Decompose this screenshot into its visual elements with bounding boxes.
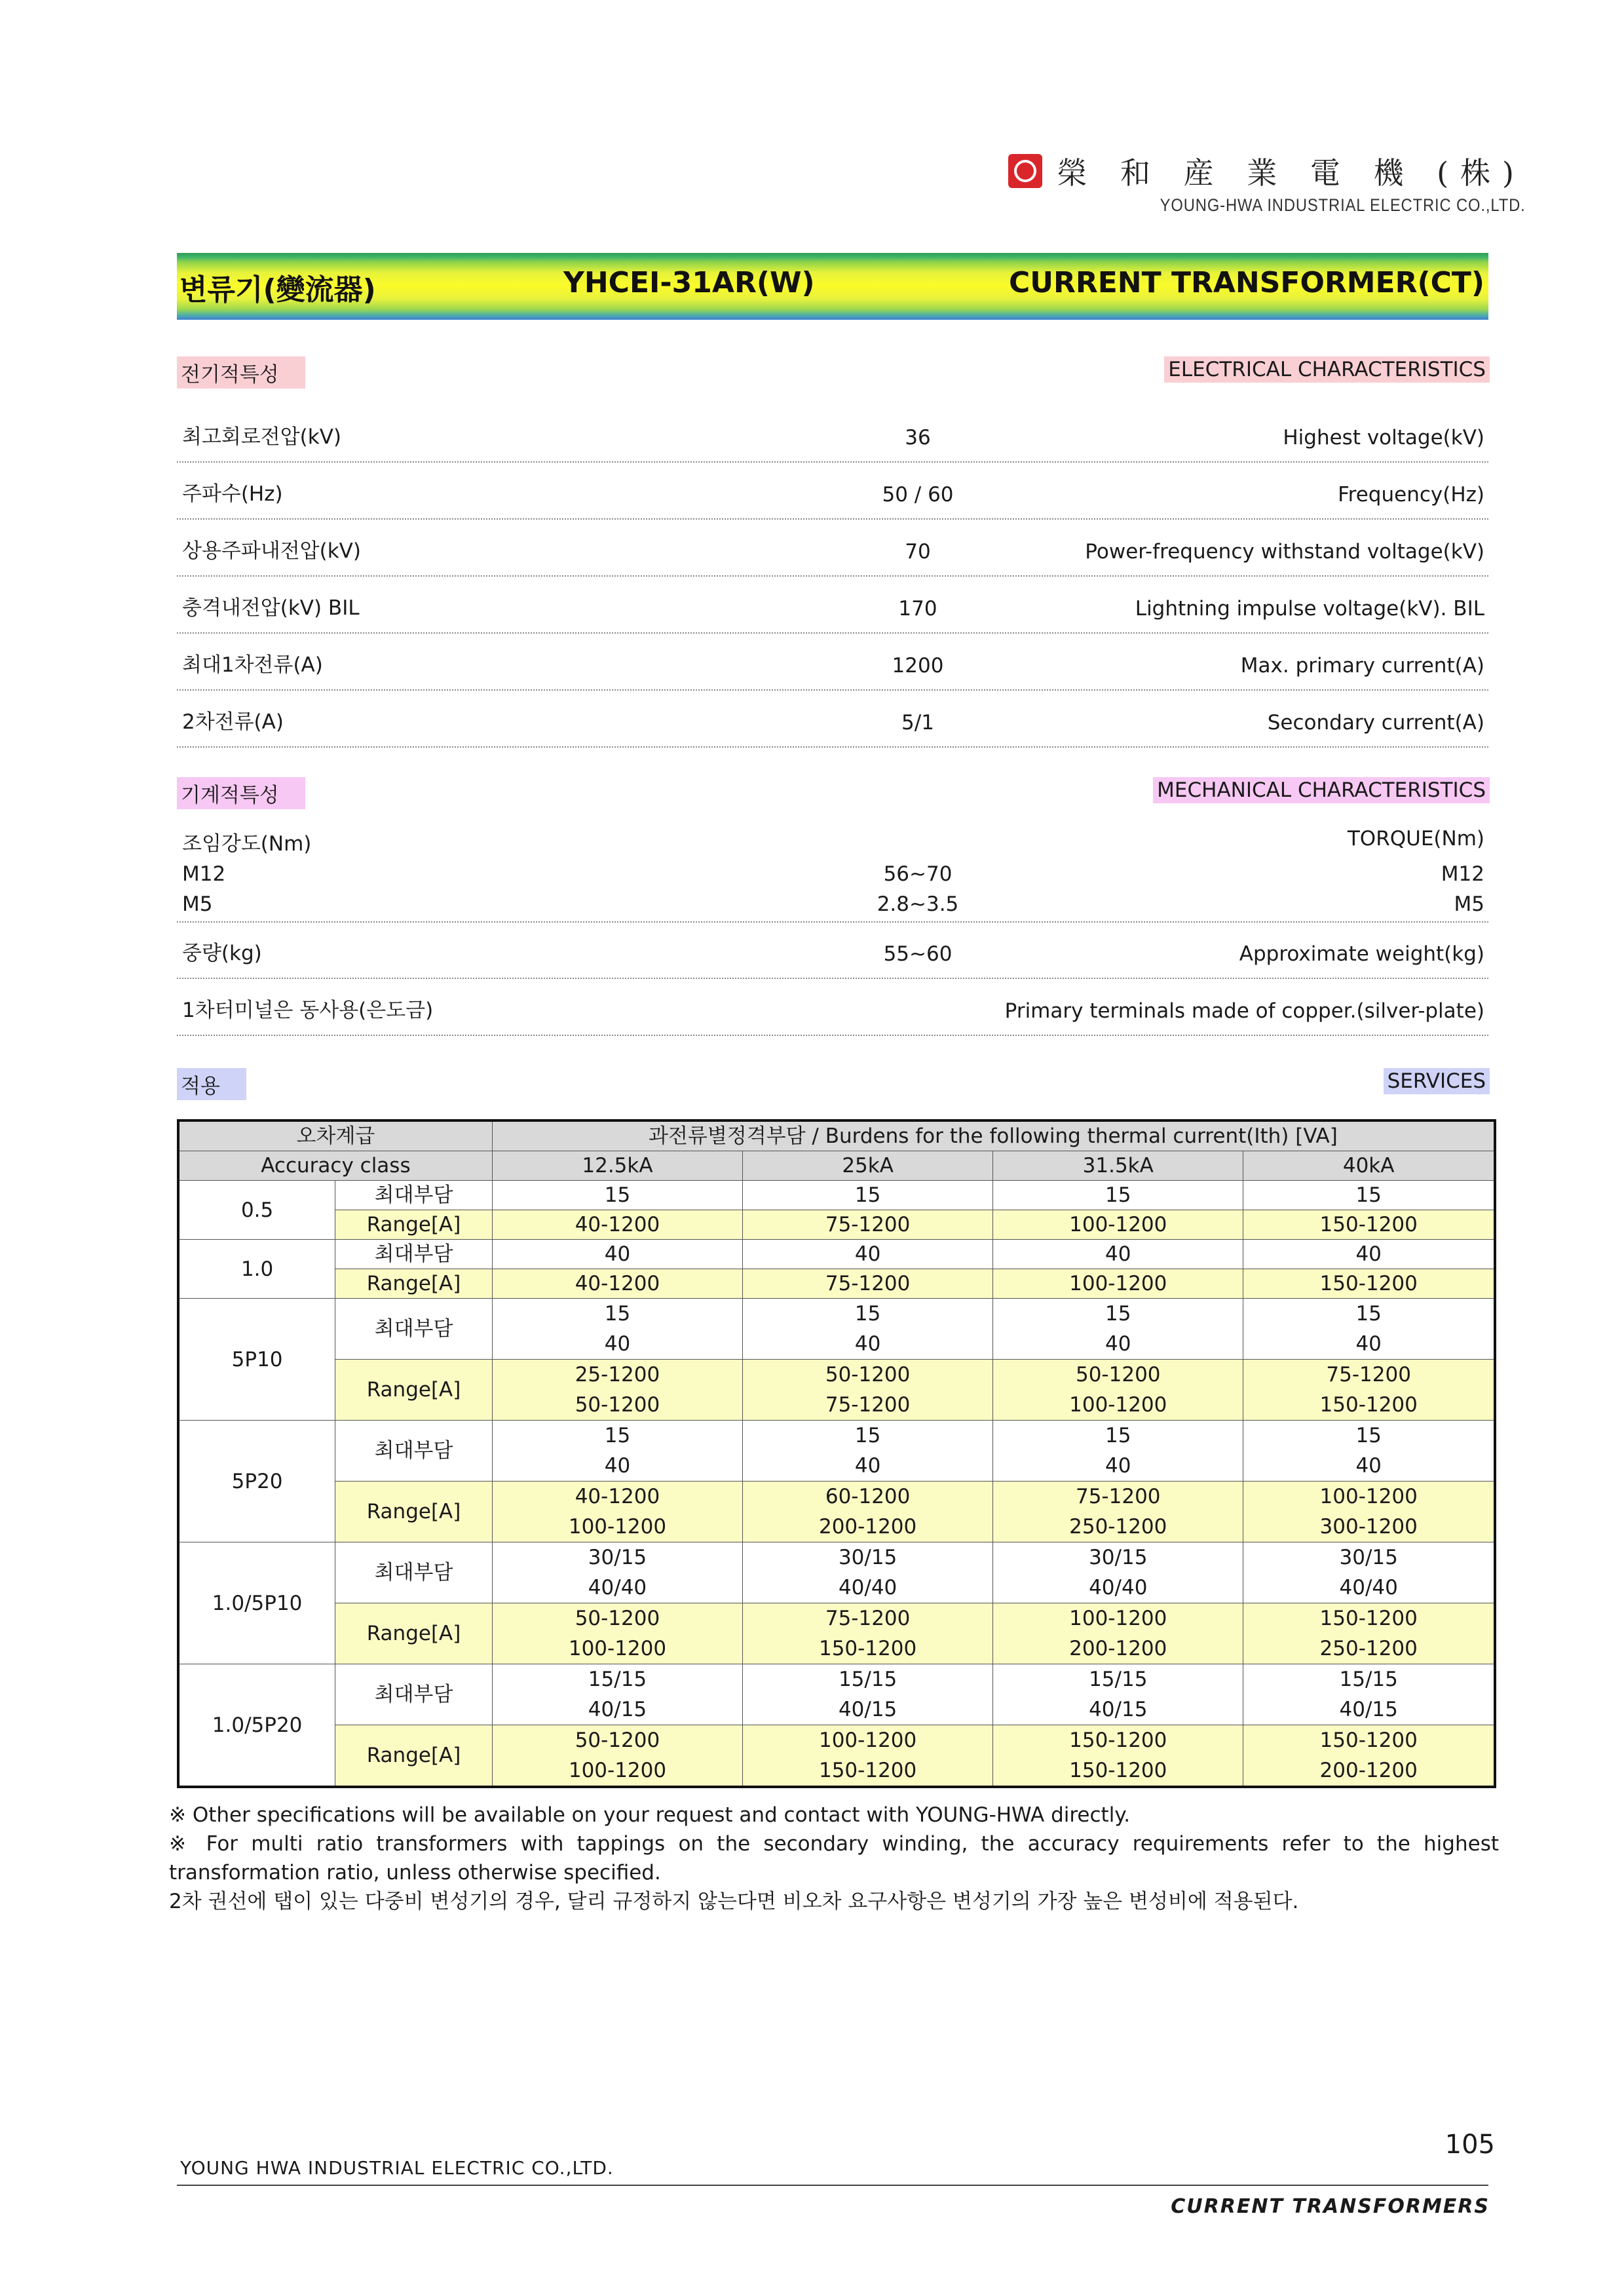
m12-value: 56~70 bbox=[883, 862, 953, 886]
range-cell: 50-1200 100-1200 bbox=[993, 1360, 1243, 1421]
burden-cell: 40 bbox=[743, 1240, 993, 1269]
range-label: Range[A] bbox=[335, 1603, 493, 1664]
terminal-label-ko: 1차터미널은 동사용(은도금) bbox=[182, 999, 434, 1022]
footer-section-title: CURRENT TRANSFORMERS bbox=[1171, 2195, 1490, 2218]
burden-cell: 30/15 40/40 bbox=[993, 1542, 1243, 1603]
burden-cell: 15/15 40/15 bbox=[743, 1664, 993, 1725]
terminal-row bbox=[177, 980, 1488, 1036]
spec-value: 36 bbox=[905, 426, 931, 450]
range-cell: 100-1200 bbox=[993, 1269, 1243, 1299]
table-row bbox=[178, 1421, 1495, 1482]
m5-label-en: M5 bbox=[1454, 892, 1484, 916]
burden-cell: 15 40 bbox=[743, 1421, 993, 1482]
burden-cell: 15 40 bbox=[743, 1299, 993, 1360]
table-row bbox=[178, 1360, 1495, 1421]
range-cell: 60-1200 200-1200 bbox=[743, 1482, 993, 1542]
spec-row bbox=[177, 520, 1488, 577]
max-burden-label: 최대부담 bbox=[335, 1181, 493, 1210]
burden-cell: 40 bbox=[492, 1240, 742, 1269]
current-header: 40kA bbox=[1243, 1151, 1495, 1181]
weight-label-ko: 중량(kg) bbox=[182, 942, 262, 965]
burden-cell: 40 bbox=[993, 1240, 1243, 1269]
footer-company: YOUNG HWA INDUSTRIAL ELECTRIC CO.,LTD. bbox=[180, 2157, 614, 2179]
spec-value: 170 bbox=[898, 597, 937, 621]
max-burden-label: 최대부담 bbox=[335, 1421, 493, 1482]
spec-value: 50 / 60 bbox=[882, 483, 954, 507]
brand-english-name: YOUNG-HWA INDUSTRIAL ELECTRIC CO.,LTD. bbox=[1160, 195, 1526, 215]
torque-label-ko: 조임강도(Nm) bbox=[182, 832, 312, 856]
burden-cell: 40 bbox=[1243, 1240, 1495, 1269]
burden-cell: 15 40 bbox=[1243, 1421, 1495, 1482]
burden-cell: 15/15 40/15 bbox=[993, 1664, 1243, 1725]
torque-m5-row bbox=[177, 889, 1488, 923]
burden-table bbox=[177, 1119, 1496, 1788]
electrical-label-en: ELECTRICAL CHARACTERISTICS bbox=[1164, 356, 1490, 383]
page-number: 105 bbox=[1445, 2130, 1495, 2160]
spec-label-en: Secondary current(A) bbox=[1267, 711, 1484, 735]
burden-cell: 15 40 bbox=[492, 1299, 742, 1360]
range-cell: 75-1200 bbox=[743, 1269, 993, 1299]
current-header: 31.5kA bbox=[993, 1151, 1243, 1181]
range-cell: 150-1200 bbox=[1243, 1269, 1495, 1299]
title-model: YHCEI-31AR(W) bbox=[563, 266, 815, 299]
table-row bbox=[178, 1542, 1495, 1603]
spec-label-en: Power-frequency withstand voltage(kV) bbox=[1085, 540, 1484, 564]
spec-label-ko: 최고회로전압(kV) bbox=[182, 425, 342, 449]
accuracy-class-header-ko: 오차계급 bbox=[178, 1120, 492, 1151]
burden-cell: 15 40 bbox=[1243, 1299, 1495, 1360]
torque-label-en: TORQUE(Nm) bbox=[1347, 827, 1484, 851]
spec-label-ko: 충격내전압(kV) BIL bbox=[182, 596, 360, 620]
spec-value: 5/1 bbox=[901, 711, 934, 735]
note-line: ※ For multi ratio transformers with tappings on the secondary winding, the accuracy requirements refer to the highest transformation ratio, unless otherwise specified. bbox=[169, 1832, 1499, 1885]
title-korean: 변류기(變流器) bbox=[179, 273, 376, 307]
spec-label-ko: 상용주파내전압(kV) bbox=[182, 539, 361, 563]
range-cell: 50-1200 75-1200 bbox=[743, 1360, 993, 1421]
range-cell: 75-1200 150-1200 bbox=[1243, 1360, 1495, 1421]
range-cell: 150-1200 250-1200 bbox=[1243, 1603, 1495, 1664]
title-english: CURRENT TRANSFORMER(CT) bbox=[1008, 266, 1484, 299]
weight-row bbox=[177, 923, 1488, 979]
mechanical-label-en: MECHANICAL CHARACTERISTICS bbox=[1153, 777, 1490, 803]
burden-cell: 15 bbox=[743, 1181, 993, 1210]
spec-label-ko: 2차전류(A) bbox=[182, 710, 284, 734]
burden-cell: 15 40 bbox=[993, 1299, 1243, 1360]
range-cell: 100-1200 bbox=[993, 1210, 1243, 1240]
range-label: Range[A] bbox=[335, 1725, 493, 1788]
m12-label-en: M12 bbox=[1441, 862, 1484, 886]
company-logo-icon bbox=[1008, 154, 1042, 188]
accuracy-class-cell: 1.0 bbox=[178, 1240, 335, 1299]
table-row bbox=[178, 1603, 1495, 1664]
electrical-label-ko: 전기적특성 bbox=[177, 356, 305, 389]
spec-row bbox=[177, 577, 1488, 634]
range-cell: 25-1200 50-1200 bbox=[492, 1360, 742, 1421]
accuracy-class-cell: 0.5 bbox=[178, 1181, 335, 1240]
current-header: 25kA bbox=[743, 1151, 993, 1181]
company-brand bbox=[1008, 149, 1526, 216]
spec-row bbox=[177, 691, 1488, 748]
services-label-ko: 적용 bbox=[177, 1068, 246, 1100]
burden-cell: 15 bbox=[1243, 1181, 1495, 1210]
table-row bbox=[178, 1210, 1495, 1240]
accuracy-class-cell: 1.0/5P10 bbox=[178, 1542, 335, 1664]
table-row bbox=[178, 1240, 1495, 1269]
burden-cell: 15 40 bbox=[492, 1421, 742, 1482]
burden-cell: 15 bbox=[492, 1181, 742, 1210]
range-cell: 40-1200 bbox=[492, 1210, 742, 1240]
weight-value: 55~60 bbox=[883, 942, 953, 966]
torque-row bbox=[177, 823, 1488, 857]
table-row bbox=[178, 1299, 1495, 1360]
title-bar bbox=[177, 253, 1488, 320]
range-cell: 150-1200 200-1200 bbox=[1243, 1725, 1495, 1788]
range-cell: 75-1200 250-1200 bbox=[993, 1482, 1243, 1542]
range-cell: 100-1200 150-1200 bbox=[743, 1725, 993, 1788]
range-cell: 75-1200 150-1200 bbox=[743, 1603, 993, 1664]
range-cell: 50-1200 100-1200 bbox=[492, 1603, 742, 1664]
spec-label-ko: 주파수(Hz) bbox=[182, 482, 283, 506]
spec-label-en: Max. primary current(A) bbox=[1240, 654, 1484, 678]
table-row bbox=[178, 1181, 1495, 1210]
services-label-en: SERVICES bbox=[1384, 1068, 1490, 1094]
range-label: Range[A] bbox=[335, 1210, 493, 1240]
accuracy-class-cell: 1.0/5P20 bbox=[178, 1664, 335, 1788]
spec-label-ko: 최대1차전류(A) bbox=[182, 653, 323, 677]
accuracy-class-cell: 5P20 bbox=[178, 1421, 335, 1542]
table-row bbox=[178, 1269, 1495, 1299]
spec-row bbox=[177, 406, 1488, 463]
spec-value: 1200 bbox=[892, 654, 944, 678]
max-burden-label: 최대부담 bbox=[335, 1542, 493, 1603]
terminal-label-en: Primary terminals made of copper.(silver-plate) bbox=[1004, 999, 1484, 1023]
range-cell: 150-1200 150-1200 bbox=[993, 1725, 1243, 1788]
range-cell: 50-1200 100-1200 bbox=[492, 1725, 742, 1788]
spec-label-en: Highest voltage(kV) bbox=[1283, 426, 1484, 450]
burden-header: 과전류별정격부담 / Burdens for the following thermal current(Ith) [VA] bbox=[492, 1120, 1495, 1151]
note-line: ※ Other specifications will be available on your request and contact with YOUNG-HWA directly. bbox=[169, 1803, 1131, 1827]
spec-row bbox=[177, 634, 1488, 691]
spec-label-en: Lightning impulse voltage(kV). BIL bbox=[1135, 597, 1484, 621]
weight-label-en: Approximate weight(kg) bbox=[1239, 942, 1484, 966]
table-row bbox=[178, 1664, 1495, 1725]
m5-value: 2.8~3.5 bbox=[877, 892, 959, 916]
table-row bbox=[178, 1482, 1495, 1542]
accuracy-class-cell: 5P10 bbox=[178, 1299, 335, 1421]
accuracy-class-header-en: Accuracy class bbox=[178, 1151, 492, 1181]
burden-cell: 15 bbox=[993, 1181, 1243, 1210]
m5-label-ko: M5 bbox=[182, 892, 213, 916]
torque-m12-row bbox=[177, 858, 1488, 892]
mechanical-label-ko: 기계적특성 bbox=[177, 777, 305, 809]
note-line: 2차 권선에 탭이 있는 다중비 변성기의 경우, 달리 규정하지 않는다면 비오차 요구사항은 변성기의 가장 높은 변성비에 적용된다. bbox=[169, 1890, 1299, 1913]
max-burden-label: 최대부담 bbox=[335, 1664, 493, 1725]
max-burden-label: 최대부담 bbox=[335, 1240, 493, 1269]
range-cell: 75-1200 bbox=[743, 1210, 993, 1240]
range-cell: 100-1200 200-1200 bbox=[993, 1603, 1243, 1664]
range-label: Range[A] bbox=[335, 1482, 493, 1542]
brand-cjk-name: 榮 和 産 業 電 機 (株) bbox=[1057, 155, 1526, 191]
m12-label-ko: M12 bbox=[182, 862, 226, 886]
table-row bbox=[178, 1725, 1495, 1788]
spec-label-en: Frequency(Hz) bbox=[1338, 483, 1484, 507]
burden-cell: 30/15 40/40 bbox=[743, 1542, 993, 1603]
burden-cell: 15/15 40/15 bbox=[1243, 1664, 1495, 1725]
range-cell: 40-1200 100-1200 bbox=[492, 1482, 742, 1542]
spec-row bbox=[177, 463, 1488, 520]
spec-value: 70 bbox=[905, 540, 931, 564]
footer-divider bbox=[177, 2185, 1488, 2186]
burden-cell: 30/15 40/40 bbox=[492, 1542, 742, 1603]
range-cell: 40-1200 bbox=[492, 1269, 742, 1299]
range-label: Range[A] bbox=[335, 1269, 493, 1299]
max-burden-label: 최대부담 bbox=[335, 1299, 493, 1360]
burden-cell: 15 40 bbox=[993, 1421, 1243, 1482]
range-cell: 100-1200 300-1200 bbox=[1243, 1482, 1495, 1542]
notes bbox=[169, 1801, 1499, 1916]
current-header: 12.5kA bbox=[492, 1151, 742, 1181]
burden-cell: 30/15 40/40 bbox=[1243, 1542, 1495, 1603]
burden-cell: 15/15 40/15 bbox=[492, 1664, 742, 1725]
range-cell: 150-1200 bbox=[1243, 1210, 1495, 1240]
range-label: Range[A] bbox=[335, 1360, 493, 1421]
